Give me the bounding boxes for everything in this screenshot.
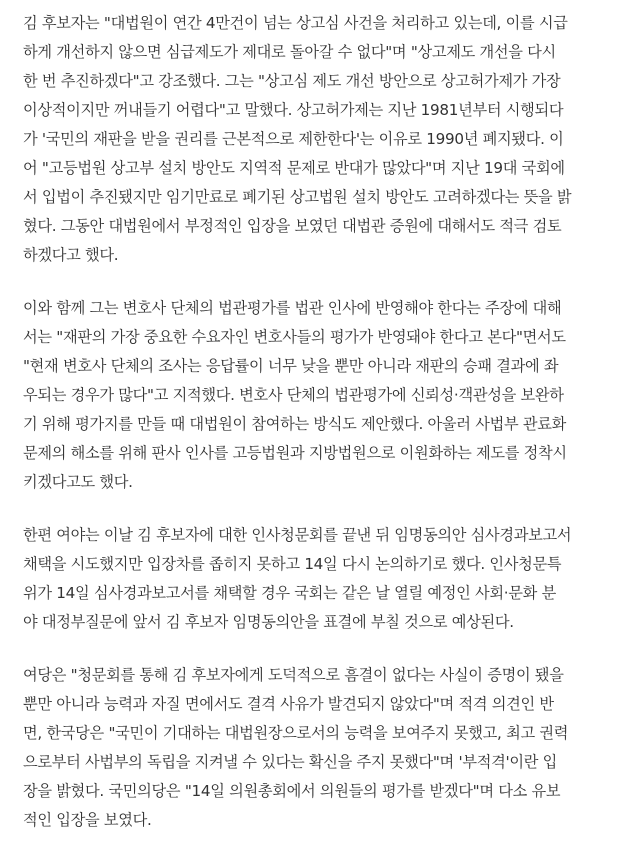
text-line: 위가 14일 심사경과보고서를 채택할 경우 국회는 같은 날 열릴 예정인 사회·문화 분 <box>23 584 556 602</box>
text-line: 우되는 경우가 많다"고 지적했다. 변호사 단체의 법관평가에 신뢰성·객관성을 보완하 <box>23 386 564 404</box>
text-line: 어 "고등법원 상고부 설치 방안도 지역적 문제로 반대가 많았다"며 지난 19대 국회에 <box>23 159 565 177</box>
text-line: "현재 변호사 단체의 조사는 응답률이 너무 낮을 뿐만 아니라 재판의 승패 결과에 좌 <box>23 357 559 375</box>
text-line: 이상적이지만 꺼내들기 어렵다"고 말했다. 상고허가제는 지난 1981년부터 시행되다 <box>23 101 564 119</box>
text-line: 여당은 "청문회를 통해 김 후보자에게 도덕적으로 흠결이 없다는 사실이 증명이 됐을 <box>23 666 564 684</box>
text-line: 키겠다고도 했다. <box>23 473 133 491</box>
text-line: 하겠다고 했다. <box>23 246 119 264</box>
text-line: 으로부터 사법부의 독립을 지켜낼 수 있다는 확신을 주지 못했다"며 '부적격'이란 입 <box>23 753 557 771</box>
text-line: 가 '국민의 재판을 받을 권리를 근본적으로 제한한다'는 이유로 1990년 폐지됐다. 이 <box>23 130 564 148</box>
paragraph-4 <box>23 661 629 835</box>
text-line: 한 번 추진하겠다"고 강조했다. 그는 "상고심 제도 개선 방안으로 상고허가제가 가장 <box>23 72 561 90</box>
text-line: 문제의 해소를 위해 판사 인사를 고등법원과 지방법원으로 이원화하는 제도를 정착시 <box>23 444 567 462</box>
text-line: 채택을 시도했지만 입장차를 좁히지 못하고 14일 다시 논의하기로 했다. 인사청문특 <box>23 555 562 573</box>
text-line: 하게 개선하지 않으면 심급제도가 제대로 돌아갈 수 없다"며 "상고제도 개선을 다시 <box>23 43 556 61</box>
text-line: 서는 "재판의 가장 중요한 수요자인 변호사들의 평가가 반영돼야 한다고 본다"면서도 <box>23 328 566 346</box>
paragraph-3 <box>23 521 629 637</box>
text-line: 뿐만 아니라 능력과 자질 면에서도 결격 사유가 발견되지 않았다"며 적격 의견인 반 <box>23 695 554 713</box>
text-line: 적인 입장을 보였다. <box>23 811 152 829</box>
text-line: 서 입법이 추진됐지만 임기만료로 폐기된 상고법원 설치 방안도 고려하겠다는 뜻을 밝 <box>23 188 572 206</box>
text-line: 한편 여야는 이날 김 후보자에 대한 인사청문회를 끝낸 뒤 임명동의안 심사경과보고서 <box>23 526 572 544</box>
text-line: 면, 한국당은 "국민이 기대하는 대법원장으로서의 능력을 보여주지 못했고, 최고 권력 <box>23 724 569 742</box>
text-line: 혔다. 그동안 대법원에서 부정적인 입장을 보였던 대법관 증원에 대해서도 적극 검토 <box>23 217 562 235</box>
text-line: 이와 함께 그는 변호사 단체의 법관평가를 법관 인사에 반영해야 한다는 주장에 대해 <box>23 299 562 317</box>
text-line: 야 대정부질문에 앞서 김 후보자 임명동의안을 표결에 부칠 것으로 예상된다. <box>23 613 514 631</box>
text-line: 김 후보자는 "대법원이 연간 4만건이 넘는 상고심 사건을 처리하고 있는데, 이를 시급 <box>23 14 568 32</box>
paragraph-1 <box>23 9 629 270</box>
paragraph-2 <box>23 294 629 497</box>
text-line: 기 위해 평가지를 만들 때 대법원이 참여하는 방식도 제안했다. 아울러 사법부 관료화 <box>23 415 566 433</box>
text-line: 장을 밝혔다. 국민의당은 "14일 의원총회에서 의원들의 평가를 받겠다"며 다소 유보 <box>23 782 561 800</box>
